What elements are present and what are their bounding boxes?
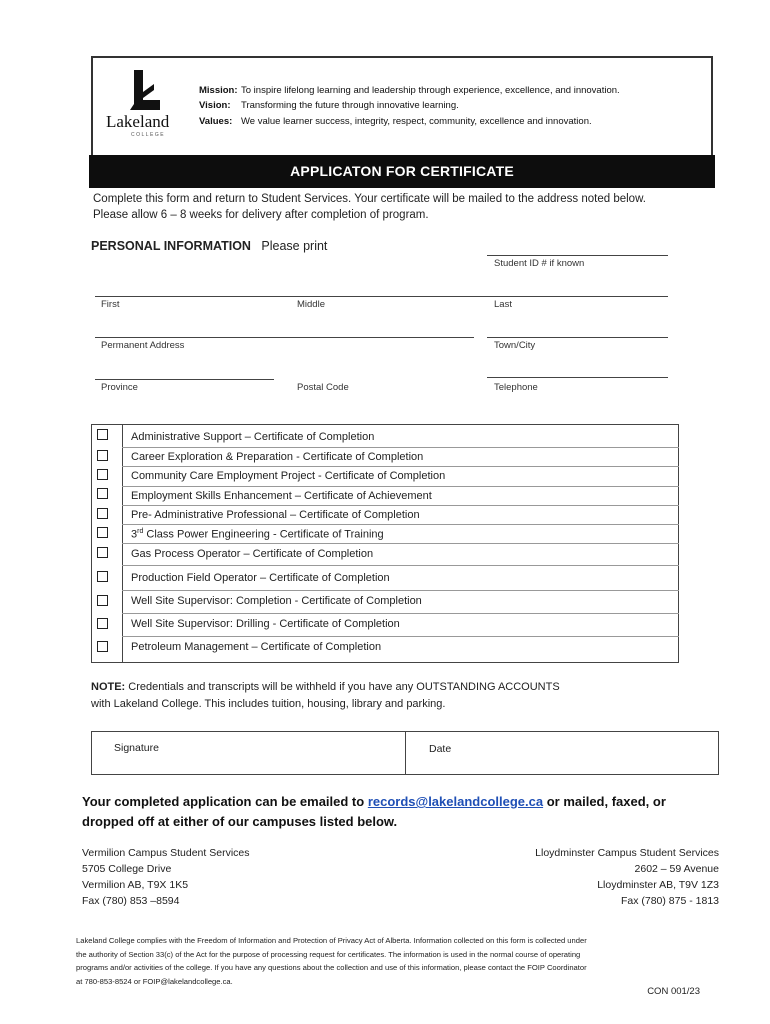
- intro-line-1: Complete this form and return to Student Services. Your certificate will be mailed to the address noted below.: [93, 193, 646, 205]
- checkbox-well-site-drilling[interactable]: [97, 618, 108, 629]
- checkbox-power-engineering[interactable]: [97, 527, 108, 538]
- row-divider: [122, 466, 679, 467]
- signature-divider: [405, 731, 406, 775]
- logo-name: Lakeland: [106, 112, 170, 131]
- row-divider: [122, 543, 679, 544]
- cert-employment-skills: Employment Skills Enhancement – Certificate of Achievement: [131, 490, 432, 502]
- personal-info-subtitle: Please print: [261, 239, 328, 253]
- submission-text-after: or mailed, faxed, or: [543, 794, 666, 809]
- vermilion-fax: Fax (780) 853 –8594: [82, 895, 180, 907]
- student-id-field[interactable]: [487, 255, 668, 256]
- foip-statement: [76, 934, 708, 988]
- intro-text: [93, 191, 646, 223]
- checkbox-gas-process[interactable]: [97, 547, 108, 558]
- row-divider: [122, 590, 679, 591]
- mission-line: [199, 85, 620, 96]
- cert-petroleum-management: Petroleum Management – Certificate of Completion: [131, 641, 382, 653]
- province-field[interactable]: [95, 379, 274, 380]
- address-field[interactable]: [95, 337, 474, 338]
- cert-career-exploration: Career Exploration & Preparation - Certificate of Completion: [131, 451, 424, 463]
- middle-name-label: Middle: [297, 299, 325, 310]
- foip-line-1: Lakeland College complies with the Freedom of Information and Protection of Privacy Act of Alberta. Information collected on this form is collected under: [76, 936, 587, 945]
- province-label: Province: [101, 382, 138, 393]
- telephone-field[interactable]: [487, 377, 668, 378]
- lloydminster-street: 2602 – 59 Avenue: [634, 863, 719, 875]
- checkbox-petroleum-management[interactable]: [97, 641, 108, 652]
- values-label: Values:: [199, 116, 233, 127]
- vermilion-city: Vermilion AB, T9X 1K5: [82, 879, 189, 891]
- vision-label: Vision:: [199, 100, 231, 111]
- foip-line-2: the authority of Section 33(c) of the Act for the purpose of processing request for certificates. The information is used in the normal course of operating: [76, 949, 581, 959]
- checkbox-employment-skills[interactable]: [97, 488, 108, 499]
- cert-administrative-support: Administrative Support – Certificate of Completion: [131, 431, 375, 443]
- checkbox-production-field[interactable]: [97, 571, 108, 582]
- mission-text: To inspire lifelong learning and leadership through experience, excellence, and innovation.: [241, 85, 620, 96]
- cert-community-care: Community Care Employment Project - Certificate of Completion: [131, 470, 446, 482]
- foip-line-3: programs and/or activities of the college. If you have any questions about the collection and use of this information, please contact the FOIP Coordinator: [76, 963, 587, 972]
- note-label: NOTE:: [91, 681, 126, 693]
- vision-line: [199, 100, 459, 111]
- checkbox-career-exploration[interactable]: [97, 450, 108, 461]
- name-field[interactable]: [95, 296, 668, 297]
- vision-text: Transforming the future through innovative learning.: [241, 100, 459, 111]
- town-field[interactable]: [487, 337, 668, 338]
- town-label: Town/City: [494, 340, 536, 351]
- vermilion-name: Vermilion Campus Student Services: [82, 847, 250, 859]
- logo-sub: COLLEGE: [131, 132, 166, 138]
- row-divider: [122, 486, 679, 487]
- lakeland-logo-icon: [128, 70, 162, 110]
- cert-pre-administrative: Pre- Administrative Professional – Certificate of Completion: [131, 509, 420, 521]
- checkbox-well-site-completion[interactable]: [97, 595, 108, 606]
- lloydminster-fax: Fax (780) 875 - 1813: [620, 895, 719, 907]
- lloydminster-city: Lloydminster AB, T9V 1Z3: [597, 879, 719, 891]
- row-divider: [122, 613, 679, 614]
- form-title: APPLICATON FOR CERTIFICATE: [89, 155, 715, 188]
- row-divider: [122, 447, 679, 448]
- cert-production-field: Production Field Operator – Certificate of Completion: [131, 572, 390, 584]
- lloydminster-name: Lloydminster Campus Student Services: [535, 847, 719, 859]
- row-divider: [122, 636, 679, 637]
- checkbox-pre-administrative[interactable]: [97, 508, 108, 519]
- last-name-label: Last: [494, 299, 512, 310]
- personal-info-heading: [91, 239, 327, 253]
- submission-text-before: Your completed application can be emailed to: [82, 794, 368, 809]
- row-divider: [122, 524, 679, 525]
- lloydminster-campus: [535, 845, 719, 909]
- cert-well-site-completion: Well Site Supervisor: Completion - Certificate of Completion: [131, 595, 422, 607]
- row-divider: [122, 505, 679, 506]
- cert-power-engineering: 3rd Class Power Engineering - Certificate of Training: [131, 528, 384, 541]
- date-field[interactable]: Date: [429, 743, 452, 755]
- signature-field[interactable]: Signature: [114, 742, 159, 754]
- cert-well-site-drilling: Well Site Supervisor: Drilling - Certificate of Completion: [131, 618, 400, 630]
- student-id-label: Student ID # if known: [494, 258, 585, 269]
- first-name-label: First: [101, 299, 120, 310]
- submission-line-2: dropped off at either of our campuses listed below.: [82, 814, 398, 829]
- postal-code-label: Postal Code: [297, 382, 349, 393]
- values-line: [199, 116, 592, 127]
- checkbox-community-care[interactable]: [97, 469, 108, 480]
- note-line-1: Credentials and transcripts will be withheld if you have any OUTSTANDING ACCOUNTS: [125, 681, 560, 693]
- submission-instructions: [82, 792, 666, 832]
- telephone-label: Telephone: [494, 382, 538, 393]
- cert-gas-process: Gas Process Operator – Certificate of Completion: [131, 548, 374, 560]
- personal-info-title: PERSONAL INFORMATION: [91, 239, 251, 253]
- checkbox-administrative-support[interactable]: [97, 429, 108, 440]
- intro-line-2: Please allow 6 – 8 weeks for delivery after completion of program.: [93, 209, 429, 221]
- note-line-2: with Lakeland College. This includes tuition, housing, library and parking.: [91, 698, 446, 710]
- records-email-link[interactable]: records@lakelandcollege.ca: [367, 794, 544, 809]
- outstanding-accounts-note: [91, 679, 560, 713]
- vermilion-street: 5705 College Drive: [82, 863, 172, 875]
- address-label: Permanent Address: [101, 340, 185, 351]
- values-text: We value learner success, integrity, respect, community, excellence and innovation.: [241, 116, 592, 127]
- mission-label: Mission:: [199, 85, 238, 96]
- form-code: CON 001/23: [647, 986, 700, 997]
- row-divider: [122, 565, 679, 566]
- foip-line-4: at 780-853-8524 or FOIP@lakelandcollege.ca.: [76, 976, 233, 986]
- vermilion-campus: [82, 845, 250, 909]
